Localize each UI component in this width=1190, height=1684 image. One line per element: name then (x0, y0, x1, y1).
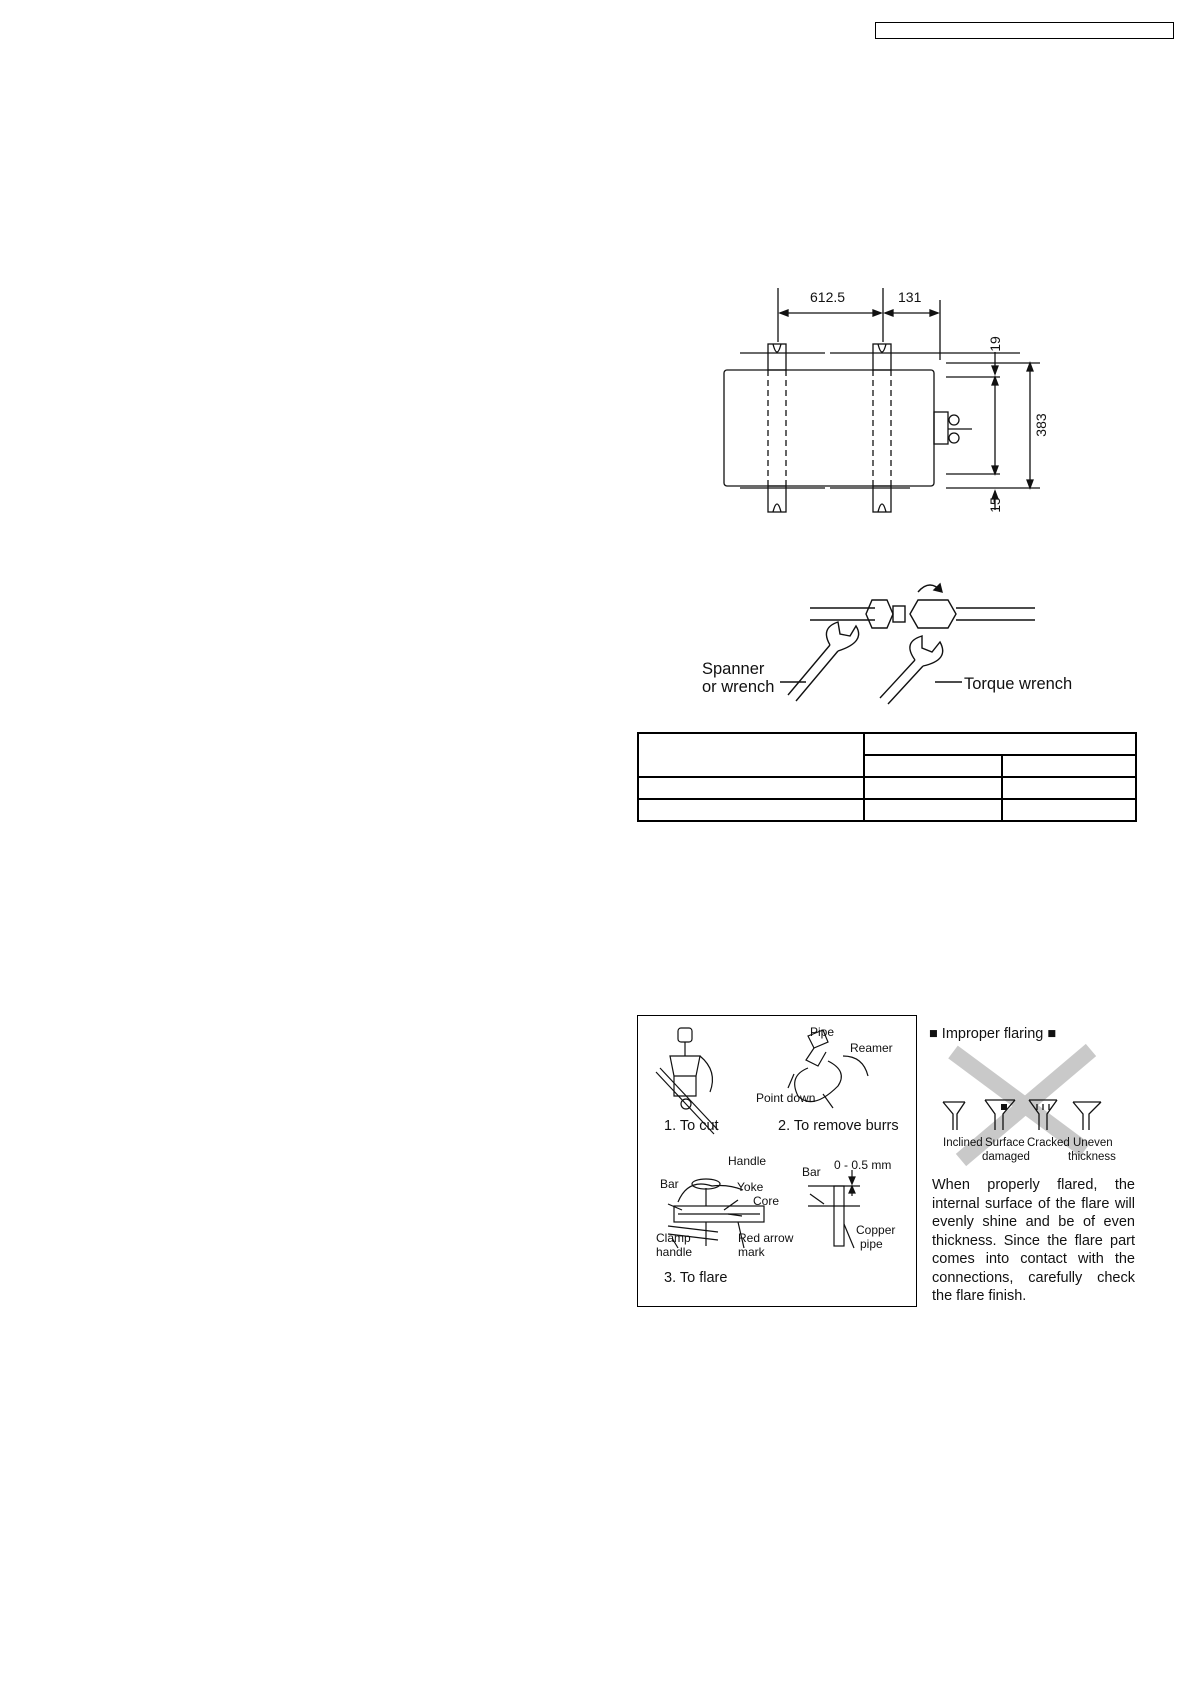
flaring-procedure-illustration (638, 1016, 916, 1306)
dim-top: 19 (987, 336, 1003, 352)
dim-height: 383 (1033, 413, 1049, 437)
clamp-label-line2: handle (656, 1245, 693, 1259)
clamp-label-line1: Clamp (656, 1231, 691, 1245)
table-cell (638, 733, 864, 777)
copper-pipe-label-line2: pipe (860, 1237, 883, 1251)
table-cell (864, 777, 1002, 799)
red-arrow-label-line1: Red arrow (738, 1231, 794, 1245)
dim-bottom: 15 (987, 497, 1003, 513)
step-cut-label: 1. To cut (664, 1118, 719, 1134)
dim-spacing: 612.5 (810, 289, 846, 305)
pipe-label: Pipe (810, 1025, 835, 1039)
point-down-label: Point down (756, 1091, 816, 1105)
step-flare-label: 3. To flare (664, 1270, 728, 1286)
spanner-label-line1: Spanner (702, 660, 765, 678)
table-cell (638, 777, 864, 799)
red-arrow-label-line2: mark (738, 1245, 765, 1259)
table-row (638, 777, 1136, 799)
table-row (638, 799, 1136, 821)
yoke-label: Yoke (737, 1180, 764, 1194)
table-cell (864, 733, 1136, 755)
table-cell (864, 755, 1002, 777)
flare-finish-paragraph: When properly flared, the internal surface of the flare will evenly shine and be of even thickness. Since the flare part comes into contact with the connections, carefully check the flare finish. (932, 1177, 1135, 1304)
table-cell (864, 799, 1002, 821)
improper-flaring-title: ■ Improper flaring ■ (929, 1026, 1057, 1042)
improper-flaring-diagram (925, 1010, 1125, 1170)
torque-table (637, 732, 1137, 822)
connection-diagram (690, 570, 1090, 710)
table-cell (1002, 799, 1136, 821)
flaw-label-cracked: Cracked (1027, 1137, 1070, 1149)
flaring-procedure-frame (637, 1015, 917, 1307)
spanner-label-line2: or wrench (702, 678, 775, 696)
table-cell (1002, 777, 1136, 799)
copper-pipe-label-line1: Copper (856, 1223, 896, 1237)
bar-label: Bar (660, 1177, 679, 1191)
table-cell (638, 799, 864, 821)
flaw-label-thickness: thickness (1068, 1151, 1116, 1163)
mounting-diagram (710, 280, 1050, 530)
flaw-label-damaged: damaged (982, 1151, 1030, 1163)
flaw-label-inclined: Inclined (943, 1137, 983, 1149)
core-label: Core (753, 1194, 780, 1208)
bar2-label: Bar (802, 1165, 821, 1179)
header-box (875, 22, 1174, 39)
flaw-label-surface: Surface (985, 1137, 1025, 1149)
torque-wrench-label: Torque wrench (964, 675, 1073, 693)
dim-offset: 131 (898, 289, 922, 305)
reamer-label: Reamer (850, 1041, 893, 1055)
table-cell (1002, 755, 1136, 777)
handle-label: Handle (728, 1154, 767, 1168)
flaw-label-uneven: Uneven (1073, 1137, 1113, 1149)
gap-label: 0 - 0.5 mm (834, 1158, 892, 1172)
table-row (638, 733, 1136, 755)
step-remove-burrs-label: 2. To remove burrs (778, 1118, 899, 1134)
